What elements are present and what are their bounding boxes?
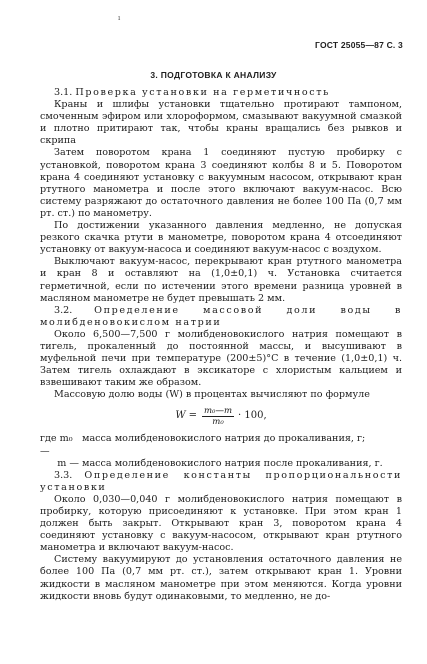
scan-speck: ı xyxy=(118,14,121,22)
subsection-number: 3.2. xyxy=(54,304,73,316)
formula-equals: = xyxy=(188,410,197,422)
paragraph: Около 6,500—7,500 г молибденовокислого натрия помещают в тигель, прокаленный до постоянной массы, и высушивают в муфельной печи при температуре (200±5)°С в течение (1,0±0,1) ч. Затем тигель охлаждают в эксикаторе с хлористым кальцием и взвешивают таким же образом. xyxy=(40,328,402,389)
definition-row xyxy=(40,433,402,457)
subsection-title: Определение константы пропорциональности установки xyxy=(40,469,402,493)
definition-symbol: где m₀ — xyxy=(40,433,73,457)
paragraph: Краны и шлифы установки тщательно протирают тампоном, смоченным эфиром или хлороформом, смазывают вакуумной смазкой и плотно притирают так, чтобы краны вращались без рывков и скрипа xyxy=(40,99,402,147)
section-title: 3. ПОДГОТОВКА К АНАЛИЗУ xyxy=(150,70,277,80)
paragraph: Систему вакуумируют до установления остаточного давления не более 100 Па (0,7 мм рт. ст.), затем открывают кран 1. Уровни жидкости в масляном манометре при этом меняются. Когда уровни жидкости вновь будут одинаковыми, то медленно, не до- xyxy=(40,554,402,602)
definition-text: масса молибденовокислого натрия до прокаливания, г; xyxy=(82,433,366,445)
formula-lhs: W xyxy=(175,410,186,422)
running-header: ГОСТ 25055—87 С. 3 xyxy=(315,40,403,50)
body-text xyxy=(40,87,402,603)
formula-tail: · 100, xyxy=(238,410,267,422)
subsection-title: Проверка установки на герметичность xyxy=(75,87,330,98)
subsection-heading-3-1 xyxy=(40,87,402,99)
paragraph: Выключают вакуум-насос, перекрывают кран ртутного манометра и кран 8 и оставляют на (1,0±0,1) ч. Установка считается герметичной, если по истечении этого времени разница уровней в масляном манометре не будет превышать 2 мм. xyxy=(40,256,402,304)
formula xyxy=(40,403,402,429)
subsection-number: 3.1. xyxy=(54,87,73,98)
subsection-title: Определение массовой доли воды в молибденовокислом натрии xyxy=(40,304,402,328)
subsection-heading-3-2 xyxy=(40,305,402,329)
subsection-number: 3.3. xyxy=(54,469,73,481)
formula-denominator: m₀ xyxy=(212,416,224,427)
definition-text: масса молибденовокислого натрия после прокаливания, г. xyxy=(82,457,383,469)
formula-definitions xyxy=(40,433,402,469)
formula-numerator: m₀—m xyxy=(204,405,233,416)
paragraph: Затем поворотом крана 1 соединяют пустую пробирку с установкой, поворотом крана 3 соединяют колбы 8 и 5. Поворотом крана 4 соединяют установку с вакуумным насосом, открывают кран ртутного манометра и после этого включают вакуум-насос. Всю систему разряжают до остаточного давления не более 100 Па (0,7 мм рт. ст.) по манометру. xyxy=(40,147,402,219)
paragraph: По достижении указанного давления медленно, не допуская резкого скачка ртути в манометре, поворотом крана 4 отсоединяют установку от вакуум-насоса и соединяют вакуум-насос с воздухом. xyxy=(40,220,402,256)
subsection-heading-3-3 xyxy=(40,470,402,494)
paragraph: Около 0,030—0,040 г молибденовокислого натрия помещают в пробирку, которую присоединяют к установке. При этом кран 1 должен быть закрыт. Открывают кран 3, поворотом крана 4 соединяют установку с вакуум-насосом, открывают кран ртутного манометра и включают вакуум-насос. xyxy=(40,493,402,554)
definition-row xyxy=(40,458,402,470)
formula-fraction xyxy=(202,406,234,427)
paragraph: Массовую долю воды (W) в процентах вычисляют по формуле xyxy=(54,389,370,401)
definition-symbol: m — xyxy=(57,457,79,469)
